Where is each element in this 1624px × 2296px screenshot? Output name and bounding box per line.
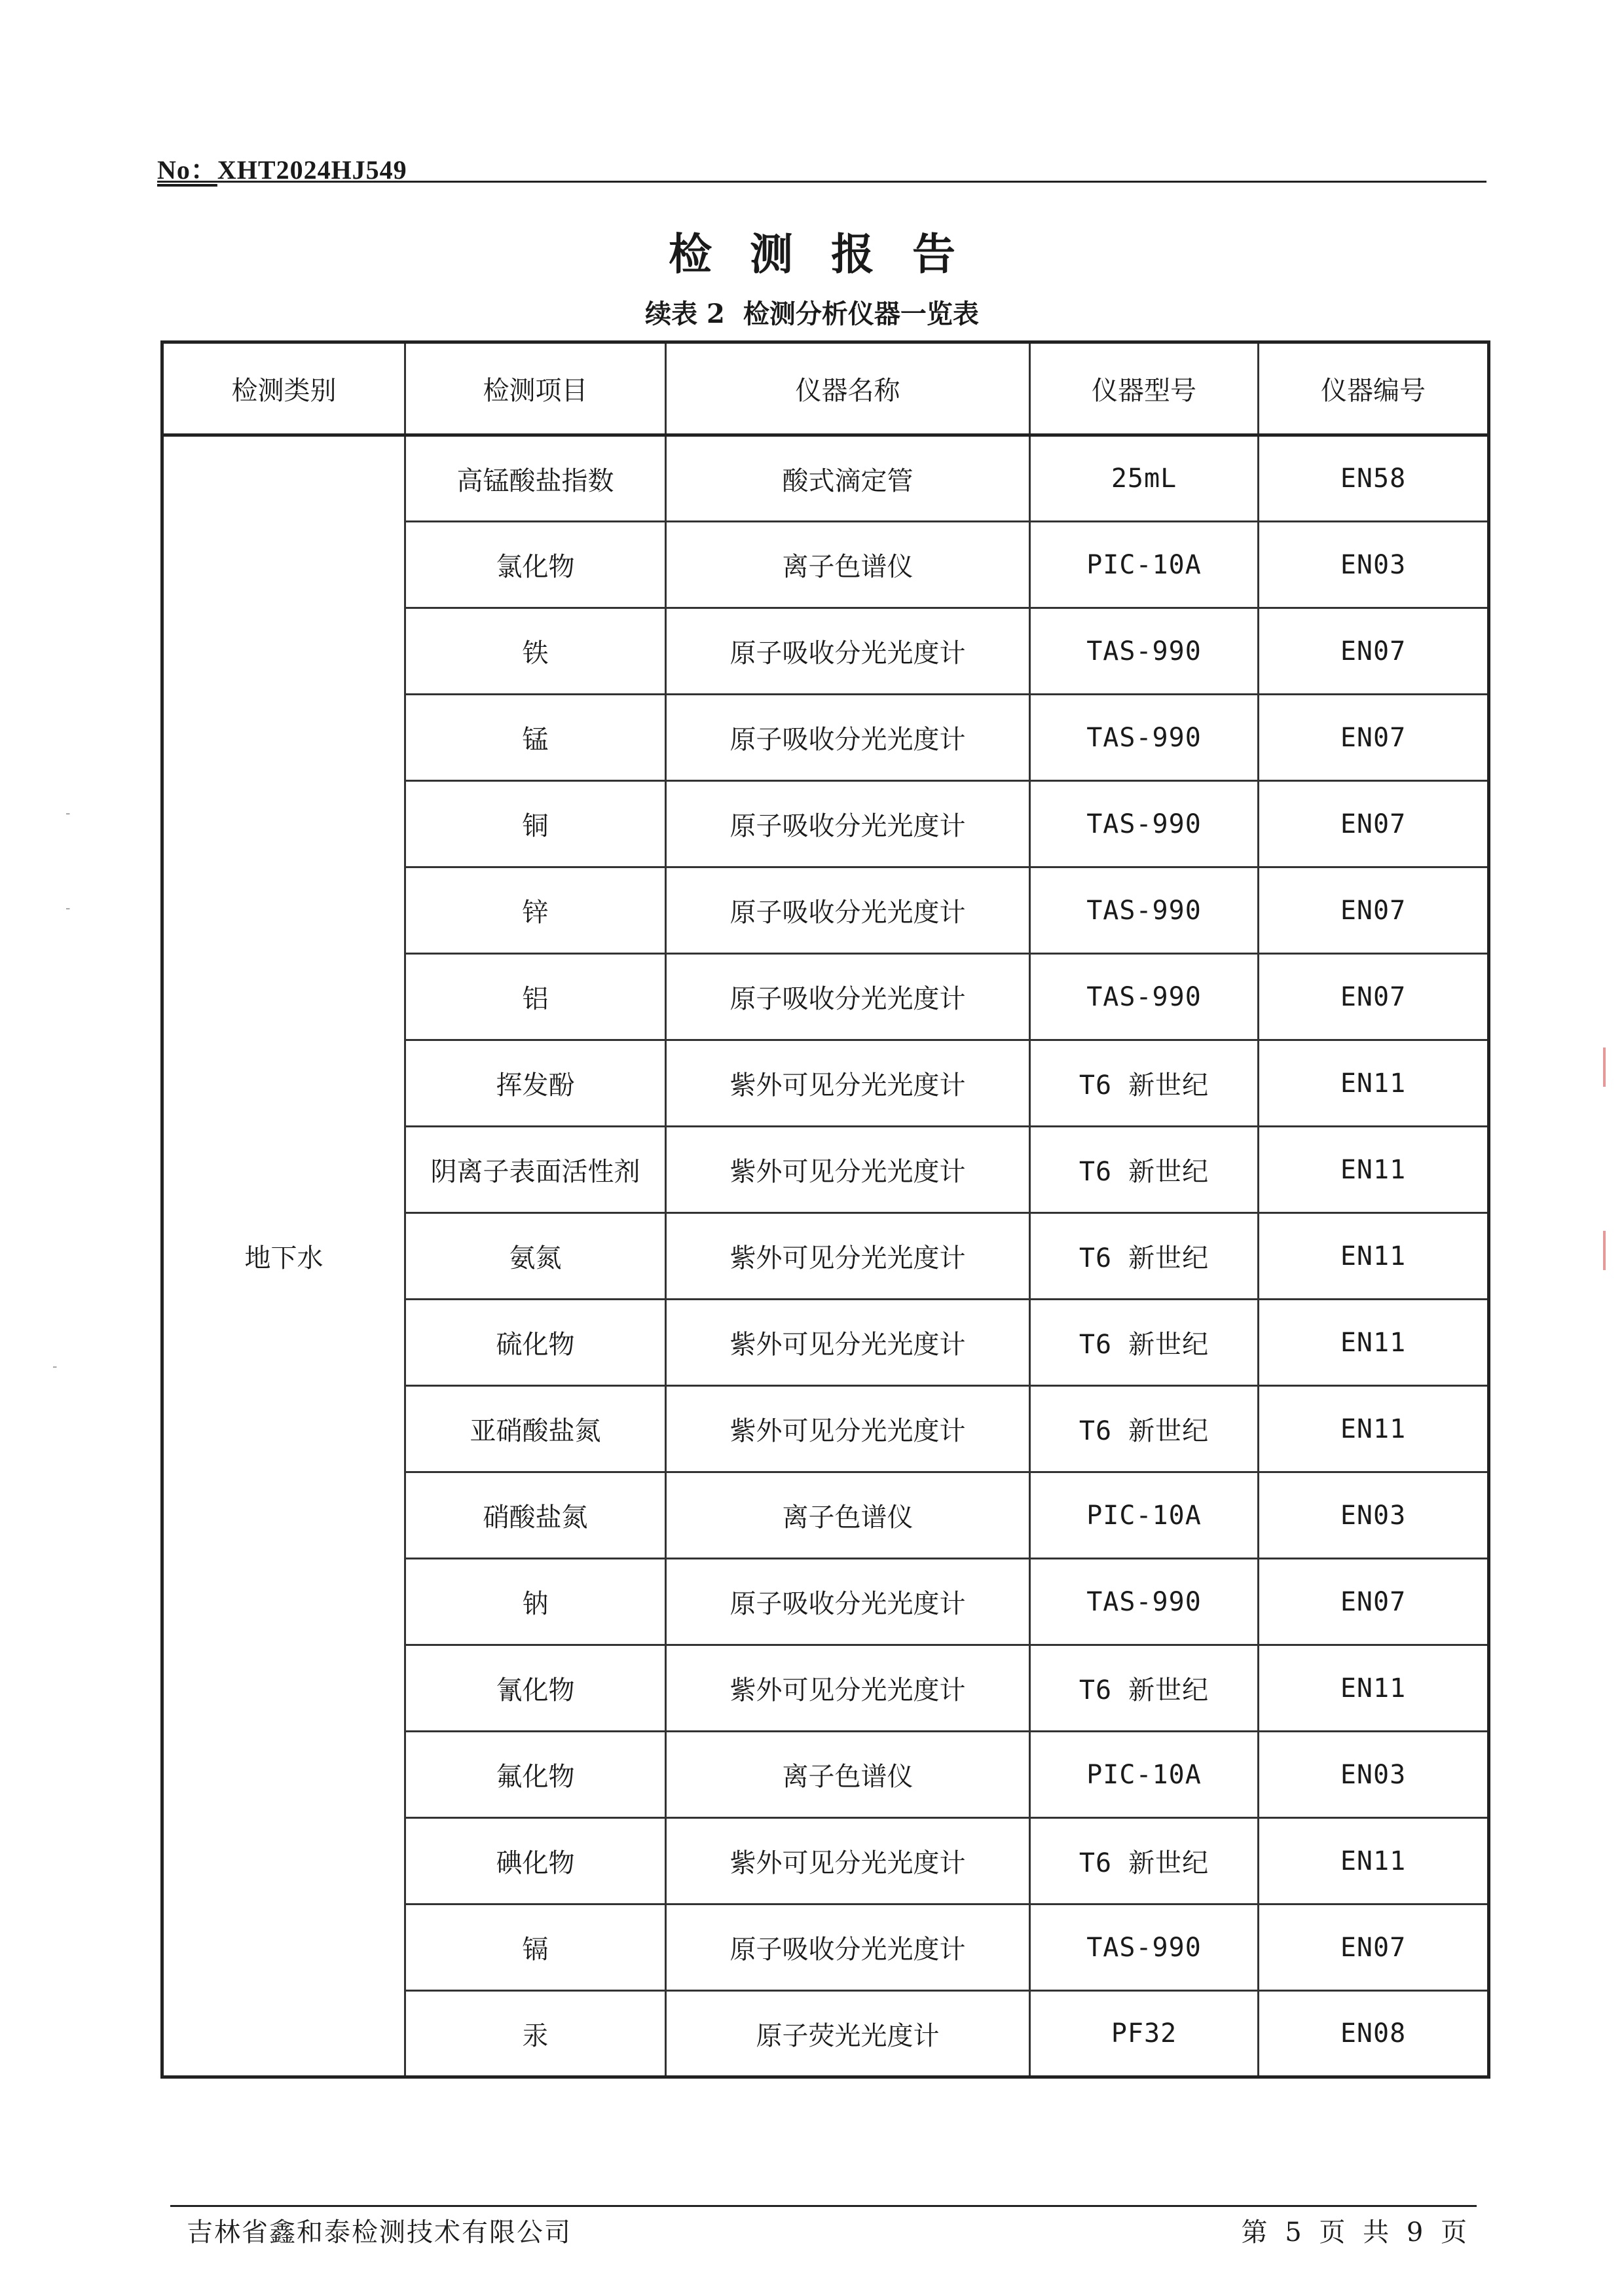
- column-header-model: 仪器型号: [1030, 342, 1259, 435]
- item-cell: 锰: [405, 695, 666, 781]
- instrument-cell: 紫外可见分光光度计: [666, 1386, 1030, 1472]
- table-body: [162, 435, 1489, 2077]
- instrument-cell: 原子吸收分光光度计: [666, 695, 1030, 781]
- column-header-category: 检测类别: [162, 342, 405, 435]
- footer-page-number: 第 5 页 共 9 页: [1241, 2217, 1467, 2248]
- model-cell: TAS-990: [1030, 695, 1259, 781]
- code-cell: EN07: [1259, 695, 1489, 781]
- code-cell: EN07: [1259, 954, 1489, 1040]
- model-cell: TAS-990: [1030, 608, 1259, 695]
- table-caption: [0, 293, 1624, 331]
- instrument-cell: 紫外可见分光光度计: [666, 1818, 1030, 1904]
- table-row: [162, 435, 1489, 522]
- model-cell: T6 新世纪: [1030, 1300, 1259, 1386]
- seal-stamp-edge: [1603, 1231, 1624, 1270]
- item-cell: 高锰酸盐指数: [405, 435, 666, 522]
- instrument-cell: 离子色谱仪: [666, 1732, 1030, 1818]
- page-title: 检测报告: [669, 228, 993, 280]
- code-cell: EN11: [1259, 1127, 1489, 1213]
- footer-company: 吉林省鑫和泰检测技术有限公司: [187, 2217, 572, 2248]
- instrument-cell: 离子色谱仪: [666, 1472, 1030, 1559]
- model-cell: T6 新世纪: [1030, 1040, 1259, 1127]
- code-cell: EN03: [1259, 1732, 1489, 1818]
- item-cell: 氰化物: [405, 1645, 666, 1732]
- margin-mark: -: [52, 1358, 58, 1375]
- code-cell: EN58: [1259, 435, 1489, 522]
- code-cell: EN07: [1259, 608, 1489, 695]
- instrument-cell: 紫外可见分光光度计: [666, 1300, 1030, 1386]
- instrument-cell: 原子吸收分光光度计: [666, 781, 1030, 867]
- item-cell: 铝: [405, 954, 666, 1040]
- instrument-table: [160, 340, 1490, 2079]
- model-cell: T6 新世纪: [1030, 1386, 1259, 1472]
- code-cell: EN03: [1259, 1472, 1489, 1559]
- instrument-cell: 原子吸收分光光度计: [666, 867, 1030, 954]
- header-divider: [157, 181, 1486, 183]
- item-cell: 氨氮: [405, 1213, 666, 1300]
- footer-divider: [170, 2205, 1477, 2207]
- model-cell: 25mL: [1030, 435, 1259, 522]
- model-cell: TAS-990: [1030, 1559, 1259, 1645]
- item-cell: 铁: [405, 608, 666, 695]
- model-cell: TAS-990: [1030, 1904, 1259, 1991]
- model-cell: T6 新世纪: [1030, 1818, 1259, 1904]
- item-cell: 氟化物: [405, 1732, 666, 1818]
- instrument-cell: 原子吸收分光光度计: [666, 954, 1030, 1040]
- code-cell: EN11: [1259, 1213, 1489, 1300]
- instrument-cell: 紫外可见分光光度计: [666, 1127, 1030, 1213]
- instrument-cell: 原子荧光光度计: [666, 1991, 1030, 2077]
- model-cell: TAS-990: [1030, 781, 1259, 867]
- model-cell: T6 新世纪: [1030, 1213, 1259, 1300]
- code-cell: EN08: [1259, 1991, 1489, 2077]
- code-cell: EN11: [1259, 1386, 1489, 1472]
- instrument-cell: 原子吸收分光光度计: [666, 1904, 1030, 1991]
- model-cell: PIC-10A: [1030, 1472, 1259, 1559]
- item-cell: 锌: [405, 867, 666, 954]
- instrument-cell: 原子吸收分光光度计: [666, 1559, 1030, 1645]
- model-cell: T6 新世纪: [1030, 1645, 1259, 1732]
- code-cell: EN11: [1259, 1818, 1489, 1904]
- item-cell: 硫化物: [405, 1300, 666, 1386]
- instrument-cell: 紫外可见分光光度计: [666, 1213, 1030, 1300]
- item-cell: 挥发酚: [405, 1040, 666, 1127]
- table-caption-number: 续表 2: [645, 299, 725, 329]
- code-cell: EN11: [1259, 1040, 1489, 1127]
- margin-mark: -: [65, 805, 71, 822]
- table-header-row: [162, 342, 1489, 435]
- instrument-cell: 原子吸收分光光度计: [666, 608, 1030, 695]
- code-cell: EN11: [1259, 1645, 1489, 1732]
- code-cell: EN07: [1259, 867, 1489, 954]
- model-cell: PF32: [1030, 1991, 1259, 2077]
- model-cell: TAS-990: [1030, 867, 1259, 954]
- item-cell: 硝酸盐氮: [405, 1472, 666, 1559]
- instrument-cell: 紫外可见分光光度计: [666, 1040, 1030, 1127]
- table-caption-text: 检测分析仪器一览表: [743, 299, 979, 329]
- item-cell: 碘化物: [405, 1818, 666, 1904]
- code-cell: EN07: [1259, 1559, 1489, 1645]
- item-cell: 铜: [405, 781, 666, 867]
- category-cell: 地下水: [162, 435, 405, 2077]
- item-cell: 氯化物: [405, 522, 666, 608]
- item-cell: 镉: [405, 1904, 666, 1991]
- instrument-cell: 离子色谱仪: [666, 522, 1030, 608]
- model-cell: PIC-10A: [1030, 522, 1259, 608]
- model-cell: PIC-10A: [1030, 1732, 1259, 1818]
- code-cell: EN11: [1259, 1300, 1489, 1386]
- item-cell: 汞: [405, 1991, 666, 2077]
- model-cell: TAS-990: [1030, 954, 1259, 1040]
- item-cell: 钠: [405, 1559, 666, 1645]
- item-cell: 阴离子表面活性剂: [405, 1127, 666, 1213]
- instrument-cell: 酸式滴定管: [666, 435, 1030, 522]
- column-header-code: 仪器编号: [1259, 342, 1489, 435]
- model-cell: T6 新世纪: [1030, 1127, 1259, 1213]
- code-cell: EN03: [1259, 522, 1489, 608]
- column-header-instrument: 仪器名称: [666, 342, 1030, 435]
- margin-mark: -: [65, 900, 71, 917]
- instrument-cell: 紫外可见分光光度计: [666, 1645, 1030, 1732]
- code-cell: EN07: [1259, 1904, 1489, 1991]
- code-cell: EN07: [1259, 781, 1489, 867]
- column-header-item: 检测项目: [405, 342, 666, 435]
- report-number-label: No：: [157, 155, 217, 185]
- item-cell: 亚硝酸盐氮: [405, 1386, 666, 1472]
- report-number-value: XHT2024HJ549: [217, 155, 407, 185]
- seal-stamp-edge: [1603, 1048, 1624, 1087]
